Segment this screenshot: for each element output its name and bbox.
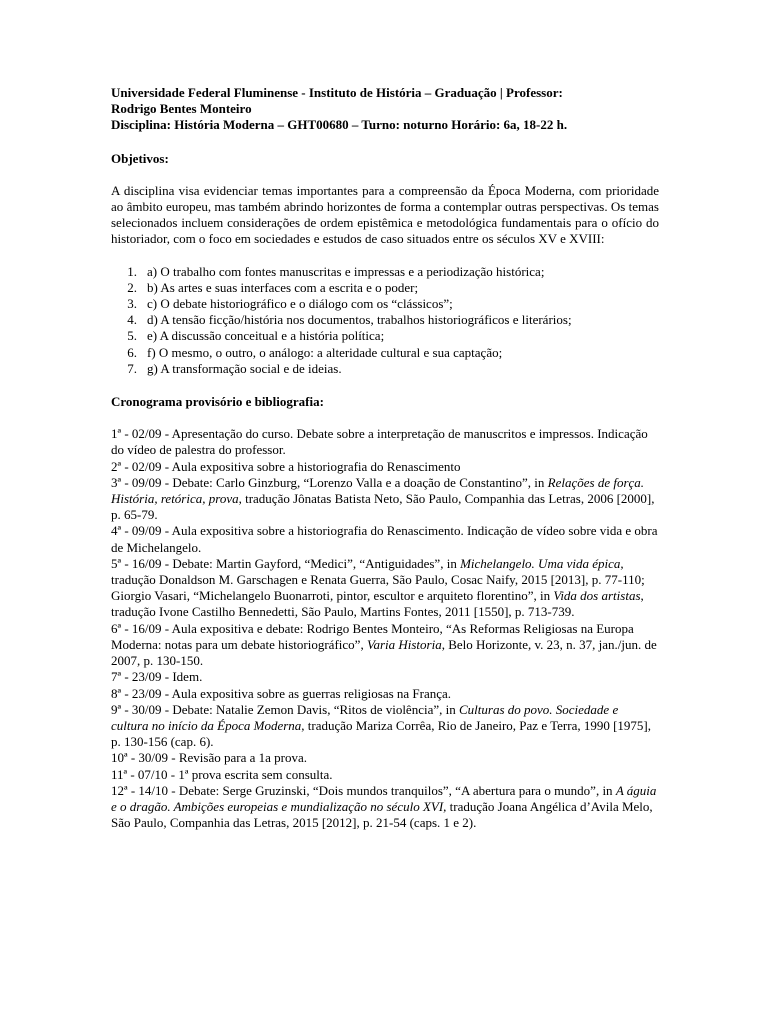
objectives-paragraph: A disciplina visa evidenciar temas importantes para a compreensão da Época Moderna, com prioridade ao âmbito europeu, mas também abrindo horizontes de forma a contemplar outras perspectivas. Os temas selecionados incluem considerações de ordem epistêmica e metodológica fundamentais para o ofício do historiador, com o foco em sociedades e estudos de caso situados entre os séculos XV e XVIII: (111, 182, 659, 247)
list-item-text: g) A transformação social e de ideias. (147, 360, 342, 376)
list-item (111, 296, 659, 312)
schedule-entry (111, 686, 659, 702)
document-header (111, 85, 659, 134)
entry-text: tradução Joana Angélica d’Avila Melo, São Paulo, Companhia das Letras, 2015 [2012], p. 21-54 (caps. 1 e 2). (111, 798, 653, 831)
entry-text: 3ª - 09/09 - Debate: Carlo Ginzburg, “Lorenzo Valla e a doação de Constantino”, in (111, 474, 548, 490)
list-item-text: b) As artes e suas interfaces com a escrita e o poder; (147, 279, 419, 295)
list-item-text: f) O mesmo, o outro, o análogo: a alteridade cultural e sua captação; (147, 344, 503, 360)
schedule-list (111, 426, 659, 831)
entry-text: 5ª - 16/09 - Debate: Martin Gayford, “Medici”, “Antiguidades”, in (111, 555, 461, 571)
entry-text: , Belo Horizonte, v. 23, n. 37, jan./jun. de 2007, p. 130-150. (111, 636, 657, 669)
schedule-entry (111, 669, 659, 685)
entry-text: 12ª - 14/10 - Debate: Serge Gruzinski, “Dois mundos tranquilos”, “A abertura para o mundo”, in (111, 782, 616, 798)
list-item-number: 1. (127, 263, 137, 279)
list-item (111, 345, 659, 361)
list-item (111, 264, 659, 280)
list-item-number: 6. (127, 344, 137, 360)
list-item-text: e) A discussão conceitual e a história política; (147, 328, 385, 344)
header-line: Rodrigo Bentes Monteiro (111, 101, 252, 117)
entry-text: 10ª - 30/09 - Revisão para a 1a prova. (111, 750, 307, 766)
header-line: Disciplina: História Moderna – GHT00680 – Turno: noturno Horário: 6a, 18-22 h. (111, 117, 568, 133)
header-line: Universidade Federal Fluminense - Instituto de História – Graduação | Professor: (111, 85, 563, 100)
entry-text: 6ª - 16/09 - Aula expositiva e debate: Rodrigo Bentes Monteiro, “As Reformas Religiosas na Europa Moderna: notas para um debate historiográfico”, (111, 620, 634, 652)
entry-text: 7ª - 23/09 - Idem. (111, 669, 203, 685)
list-item-text: d) A tensão ficção/história nos documentos, trabalhos historiográficos e literários; (147, 312, 572, 328)
entry-text: 9ª - 30/09 - Debate: Natalie Zemon Davis, “Ritos de violência”, in (111, 701, 459, 717)
schedule-entry (111, 621, 659, 670)
list-item-text: a) O trabalho com fontes manuscritas e impressas e a periodização histórica; (147, 263, 545, 279)
list-item (111, 312, 659, 328)
entry-text: 2ª - 02/09 - Aula expositiva sobre a historiografia do Renascimento (111, 458, 461, 474)
schedule-entry (111, 767, 659, 783)
list-item-number: 2. (127, 279, 137, 295)
schedule-title: Cronograma provisório e bibliografia: (111, 394, 324, 410)
book-title: Vida dos artistas (553, 588, 641, 604)
book-title: Michelangelo. Uma vida épica, (460, 555, 624, 571)
objectives-title: Objetivos: (111, 150, 169, 166)
entry-text: , tradução Ivone Castilho Bennedetti, São Paulo, Martins Fontes, 2011 [1550], p. 713-739. (111, 588, 644, 620)
list-item-number: 7. (127, 360, 137, 376)
list-item-number: 4. (127, 312, 137, 328)
list-item-number: 5. (127, 328, 137, 344)
list-item (111, 280, 659, 296)
entry-text: 4ª - 09/09 - Aula expositiva sobre a historiografia do Renascimento. Indicação de vídeo sobre vida e obra de Michelangelo. (111, 523, 658, 555)
schedule-entry (111, 475, 659, 524)
list-item-text: c) O debate historiográfico e o diálogo com os “clássicos”; (147, 296, 453, 312)
schedule-entry (111, 702, 659, 751)
schedule-entry (111, 459, 659, 475)
book-title: A águia e o dragão. Ambições europeias e mundialização no século XVI, (111, 782, 657, 814)
schedule-entry (111, 523, 659, 555)
schedule-entry (111, 426, 659, 458)
document-page (111, 85, 659, 831)
entry-text: tradução Donaldson M. Garschagen e Renata Guerra, São Paulo, Cosac Naify, 2015 [2013], p. 77-110; Giorgio Vasari, “Michelangelo Buonarroti, pintor, escultor e arquiteto florentino”, in (111, 572, 645, 604)
schedule-entry (111, 556, 659, 621)
list-item (111, 328, 659, 344)
entry-text: 8ª - 23/09 - Aula expositiva sobre as guerras religiosas na França. (111, 685, 452, 701)
list-item (111, 361, 659, 377)
schedule-entry (111, 783, 659, 832)
book-title: Culturas do povo. Sociedade e cultura no início da Época Moderna (111, 701, 619, 733)
journal-title: Varia Historia (366, 636, 442, 652)
entry-text: , tradução Jônatas Batista Neto, São Paulo, Companhia das Letras, 2006 [2000], p. 65-79. (111, 491, 655, 523)
entry-text: 11ª - 07/10 - 1ª prova escrita sem consulta. (111, 766, 333, 782)
entry-text: 1ª - 02/09 - Apresentação do curso. Debate sobre a interpretação de manuscritos e impressos. Indicação do vídeo de palestra do professor. (111, 426, 648, 458)
objectives-list (111, 264, 659, 377)
book-title: Relações de força. História, retórica, prova (111, 474, 645, 507)
list-item-number: 3. (127, 296, 137, 312)
entry-text: , tradução Mariza Corrêa, Rio de Janeiro, Paz e Terra, 1990 [1975], p. 130-156 (cap. 6). (111, 717, 651, 750)
schedule-entry (111, 750, 659, 766)
